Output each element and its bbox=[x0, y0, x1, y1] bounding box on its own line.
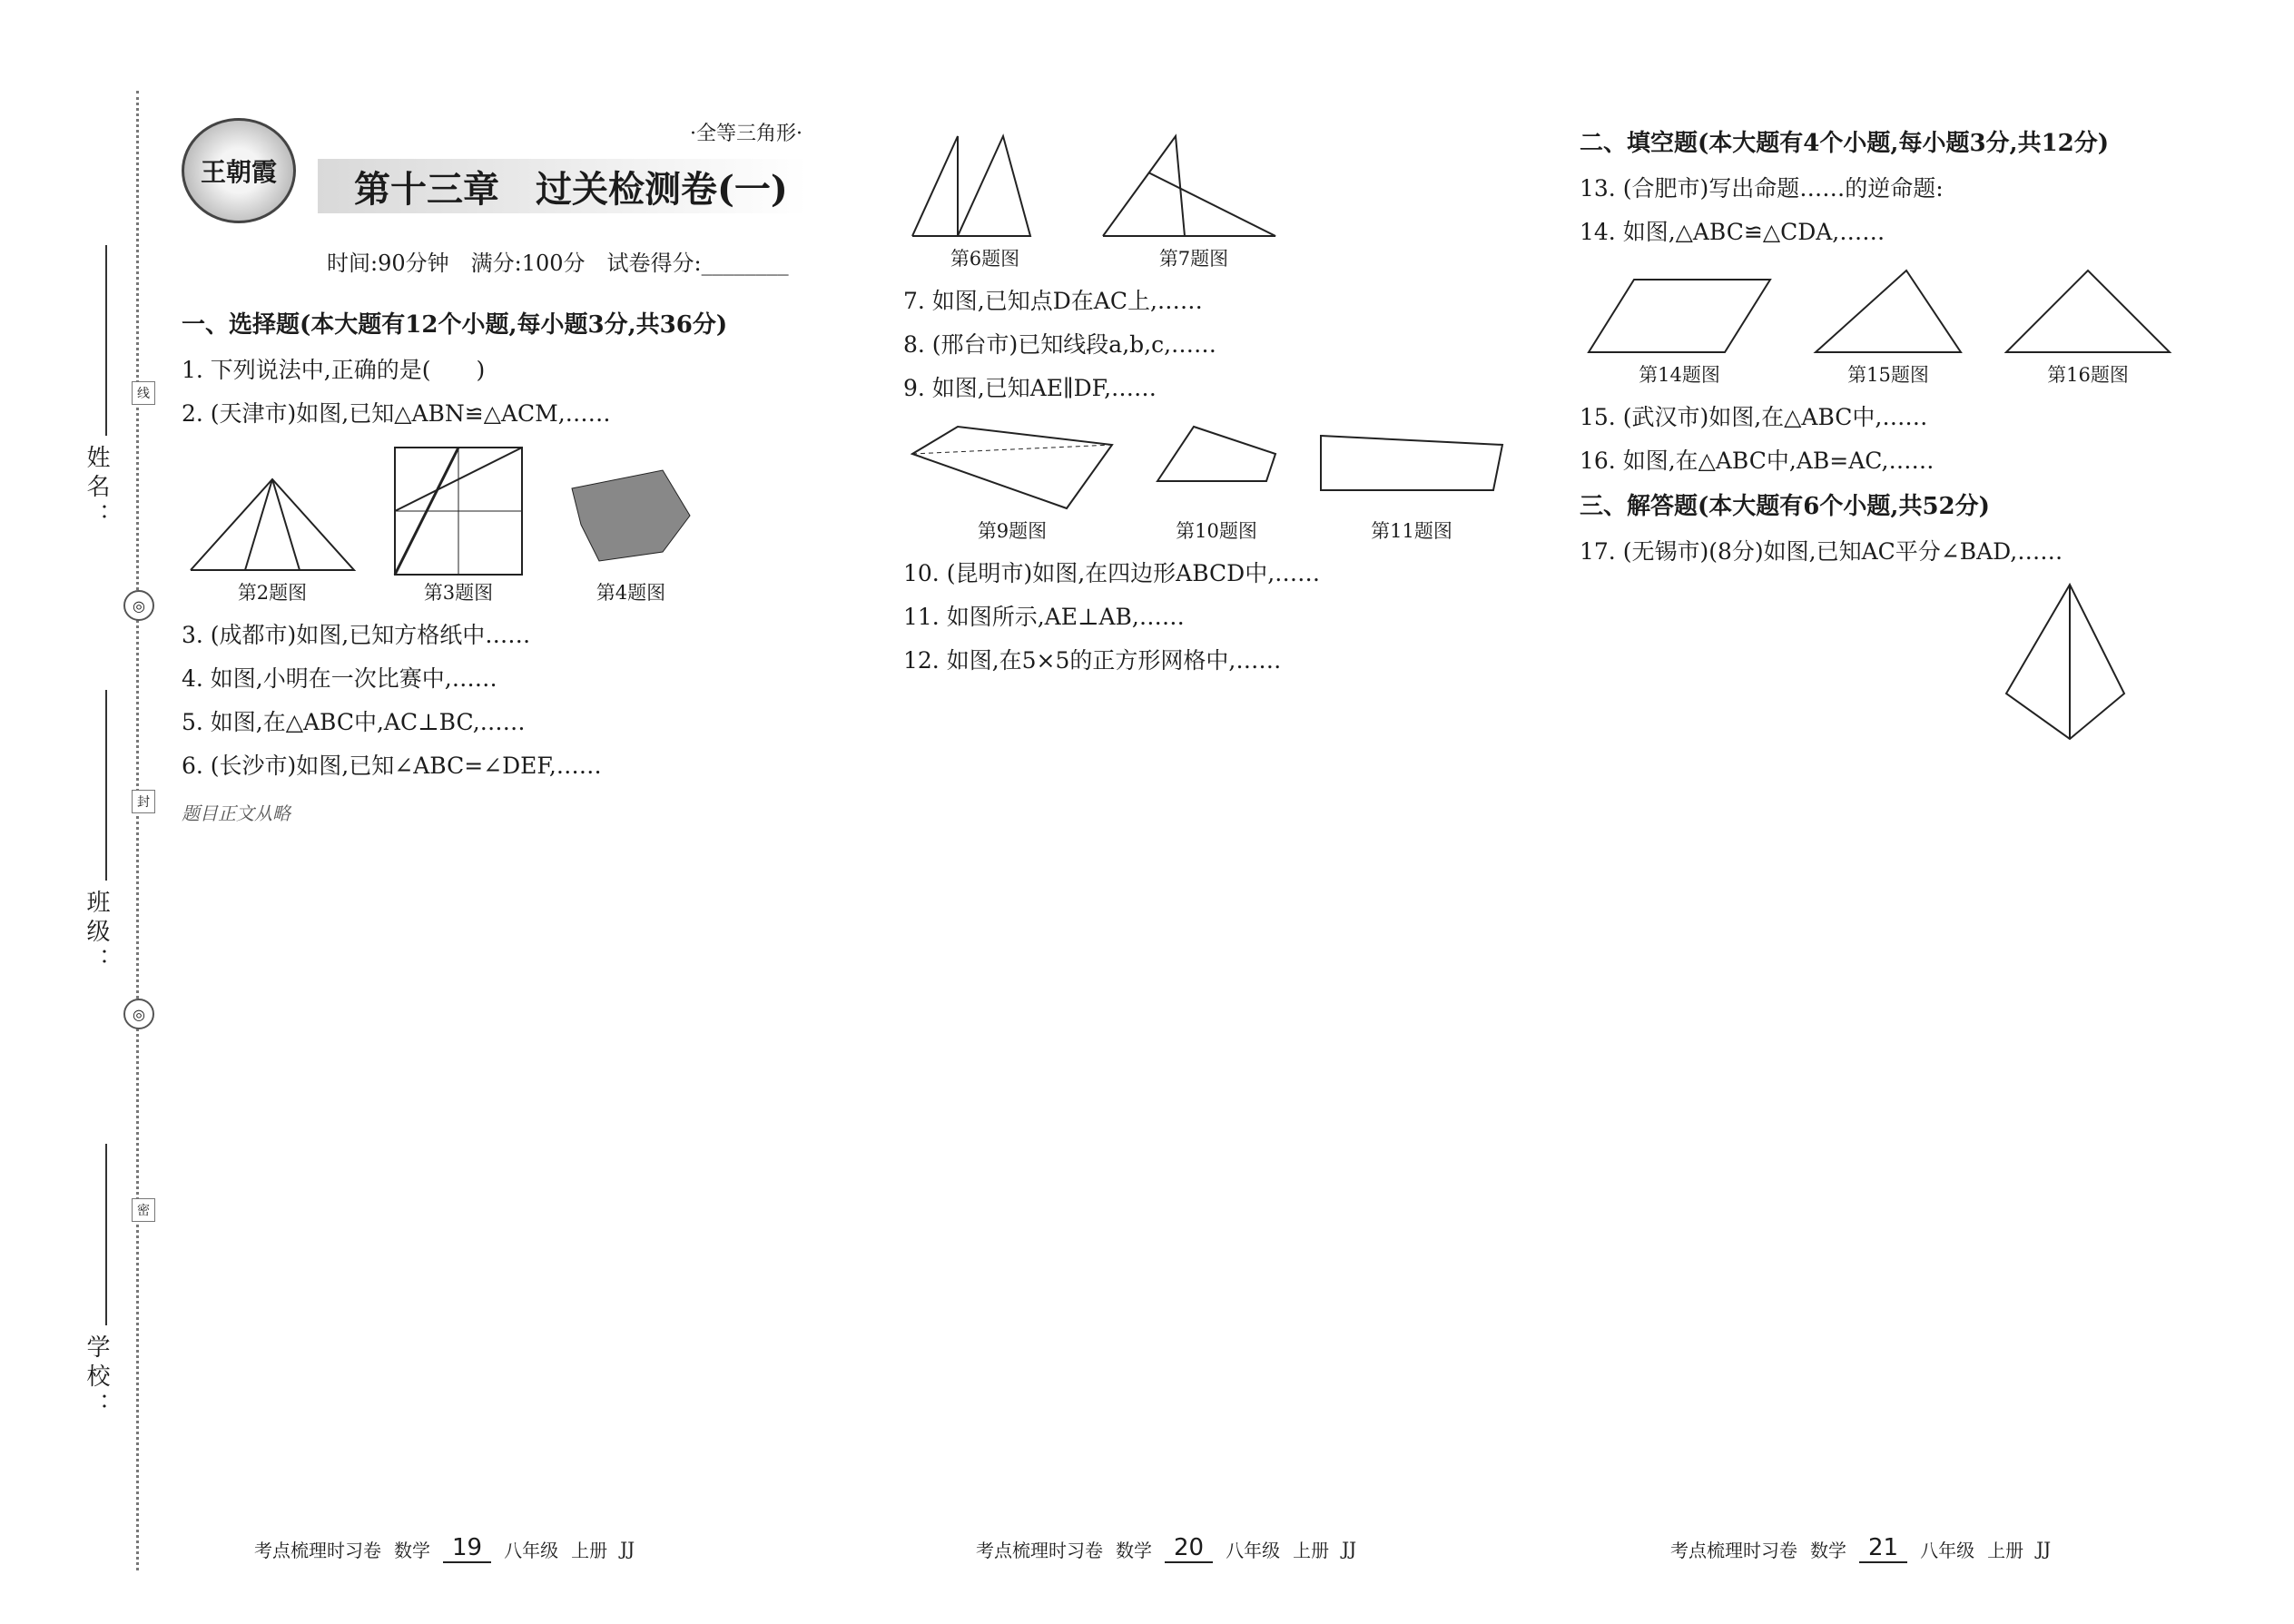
quadrilateral-figure bbox=[1148, 418, 1285, 517]
two-triangles-figure bbox=[903, 127, 1067, 245]
name-field-line[interactable] bbox=[105, 245, 109, 436]
isosceles-figure bbox=[1997, 261, 2179, 361]
question: 12. 如图,在5×5的正方形网格中,…… bbox=[903, 647, 1282, 674]
figure bbox=[1580, 261, 1779, 389]
question: 8. (邢台市)已知线段a,b,c,…… bbox=[903, 331, 1217, 358]
footer-grade: 八年级 bbox=[504, 1539, 559, 1561]
footer-grade: 八年级 bbox=[1226, 1539, 1281, 1561]
question: 14. 如图,△ABC≌△CDA,…… bbox=[1580, 219, 1885, 245]
figure bbox=[903, 127, 1067, 272]
question: 7. 如图,已知点D在AC上,…… bbox=[903, 288, 1203, 314]
figure bbox=[1807, 261, 1970, 389]
chapter-title: 第十三章 过关检测卷(一) bbox=[318, 159, 808, 213]
omission-note: 题目正文从略 bbox=[182, 802, 290, 824]
figure bbox=[903, 418, 1121, 545]
school-field-label: 学校： bbox=[83, 1334, 110, 1422]
page-footer bbox=[1670, 1534, 2051, 1563]
binding-seal: ◎ bbox=[123, 590, 154, 621]
footer-edition: JJ bbox=[2036, 1538, 2052, 1560]
footer-series: 考点梳理时习卷 bbox=[1670, 1539, 1797, 1561]
grid-figure bbox=[390, 443, 527, 579]
figure-row bbox=[903, 418, 1557, 545]
page-footer bbox=[976, 1534, 1356, 1563]
figure bbox=[1094, 127, 1294, 272]
question: 6. (长沙市)如图,已知∠ABC=∠DEF,…… bbox=[182, 753, 602, 779]
page-number: 21 bbox=[1859, 1534, 1907, 1563]
section-heading-solve: 三、解答题(本大题有6个小题,共52分) bbox=[1580, 493, 1990, 520]
figure-caption: 第3题图 bbox=[423, 582, 494, 604]
figure-caption: 第4题图 bbox=[596, 582, 666, 604]
class-field-line[interactable] bbox=[105, 690, 109, 881]
figure-caption: 第10题图 bbox=[1176, 520, 1257, 542]
figure-caption: 第15题图 bbox=[1847, 364, 1929, 386]
parallelogram-figure bbox=[1580, 261, 1779, 361]
figure-caption: 第16题图 bbox=[2047, 364, 2129, 386]
footer-subject: 数学 bbox=[394, 1539, 430, 1561]
figure-row bbox=[903, 127, 1557, 272]
section-heading-fill: 二、填空题(本大题有4个小题,每小题3分,共12分) bbox=[1580, 130, 2110, 157]
question: 5. 如图,在△ABC中,AC⊥BC,…… bbox=[182, 709, 526, 735]
unit-label: ·全等三角形· bbox=[690, 123, 802, 145]
question: 10. (昆明市)如图,在四边形ABCD中,…… bbox=[903, 560, 1321, 586]
school-field-line[interactable] bbox=[105, 1144, 109, 1325]
figure bbox=[182, 461, 363, 606]
triangle-pair-figure bbox=[1094, 127, 1294, 245]
binding-line bbox=[136, 91, 141, 1570]
cut-mark: 封 bbox=[132, 790, 155, 813]
figure-caption: 第2题图 bbox=[237, 582, 308, 604]
figure bbox=[1148, 418, 1285, 545]
footer-subject: 数学 bbox=[1810, 1539, 1846, 1561]
column-middle bbox=[903, 118, 1557, 684]
footer-volume: 上册 bbox=[571, 1539, 608, 1561]
figure bbox=[1997, 261, 2179, 389]
footer-edition: JJ bbox=[620, 1538, 635, 1560]
question: 2. (天津市)如图,已知△ABN≌△ACM,…… bbox=[182, 400, 611, 427]
parallel-lines-figure bbox=[903, 418, 1121, 517]
polygon-figure bbox=[1312, 418, 1511, 517]
page-footer bbox=[254, 1534, 635, 1563]
question: 11. 如图所示,AE⊥AB,…… bbox=[903, 604, 1185, 630]
footer-volume: 上册 bbox=[1293, 1539, 1330, 1561]
ink-stain-figure bbox=[554, 443, 708, 579]
footer-series: 考点梳理时习卷 bbox=[254, 1539, 381, 1561]
question: 17. (无锡市)(8分)如图,已知AC平分∠BAD,…… bbox=[1580, 538, 2063, 565]
question: 15. (武汉市)如图,在△ABC中,…… bbox=[1580, 404, 1928, 430]
column-left bbox=[182, 300, 835, 841]
triangle-figure bbox=[1807, 261, 1970, 361]
question: 4. 如图,小明在一次比赛中,…… bbox=[182, 665, 497, 692]
figure-row bbox=[1580, 261, 2233, 389]
page-number: 19 bbox=[443, 1534, 491, 1563]
footer-grade: 八年级 bbox=[1920, 1539, 1975, 1561]
cut-mark: 密 bbox=[132, 1198, 155, 1222]
page-number: 20 bbox=[1165, 1534, 1213, 1563]
figure-caption: 第9题图 bbox=[977, 520, 1048, 542]
figure-caption: 第11题图 bbox=[1371, 520, 1452, 542]
footer-series: 考点梳理时习卷 bbox=[976, 1539, 1103, 1561]
class-field-label: 班级： bbox=[83, 890, 110, 977]
publisher-badge: 王朝霞 bbox=[182, 118, 296, 223]
figure-caption: 第6题图 bbox=[950, 248, 1020, 270]
footer-subject: 数学 bbox=[1116, 1539, 1152, 1561]
footer-volume: 上册 bbox=[1987, 1539, 2024, 1561]
question: 3. (成都市)如图,已知方格纸中…… bbox=[182, 622, 531, 648]
figure-row bbox=[182, 443, 835, 606]
binding-seal: ◎ bbox=[123, 999, 154, 1029]
section-heading-choice: 一、选择题(本大题有12个小题,每小题3分,共36分) bbox=[182, 311, 728, 339]
figure bbox=[1312, 418, 1511, 545]
figure-caption: 第14题图 bbox=[1639, 364, 1720, 386]
question: 1. 下列说法中,正确的是( ) bbox=[182, 357, 486, 383]
name-field-label: 姓名： bbox=[83, 445, 110, 532]
exam-meta: 时间:90分钟 满分:100分 试卷得分:________ bbox=[327, 251, 789, 276]
kite-figure bbox=[1979, 576, 2161, 757]
cut-mark: 线 bbox=[132, 381, 155, 405]
figure-caption: 第7题图 bbox=[1158, 248, 1229, 270]
triangle-figure bbox=[182, 461, 363, 579]
figure bbox=[390, 443, 527, 606]
question: 9. 如图,已知AE∥DF,…… bbox=[903, 375, 1157, 401]
footer-edition: JJ bbox=[1342, 1538, 1357, 1560]
question: 13. (合肥市)写出命题……的逆命题: bbox=[1580, 175, 1944, 202]
question: 16. 如图,在△ABC中,AB=AC,…… bbox=[1580, 448, 1935, 474]
figure bbox=[554, 443, 708, 606]
column-right bbox=[1580, 118, 2233, 770]
